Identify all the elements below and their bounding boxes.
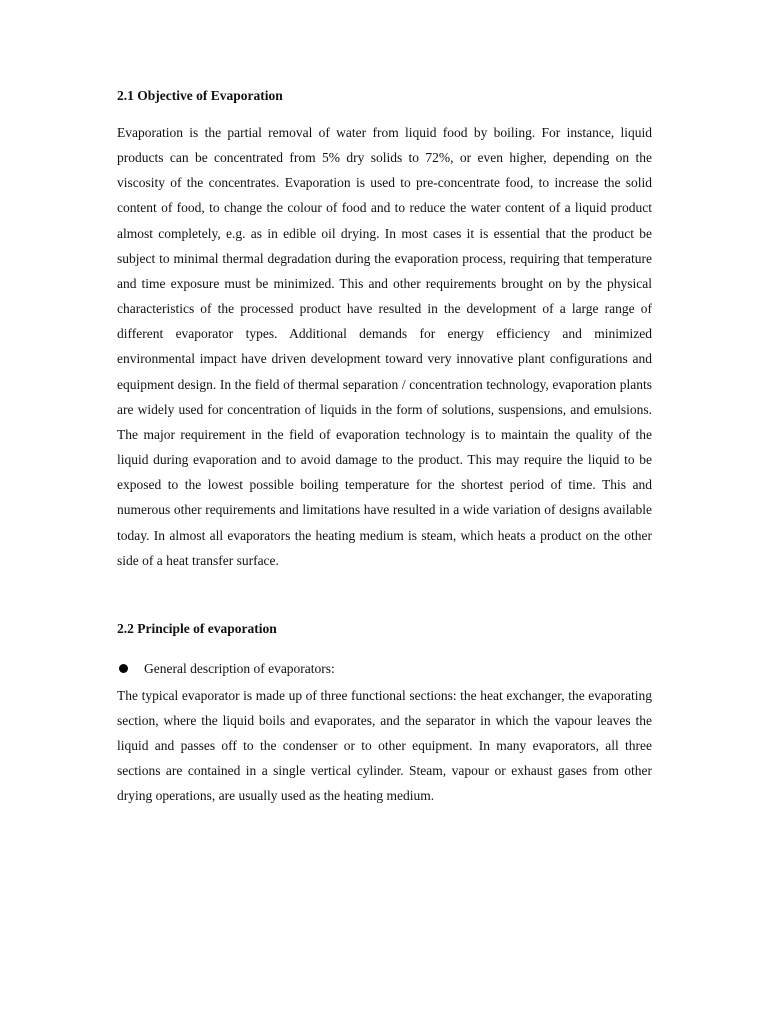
document-page [117, 86, 652, 809]
bullet-text: General description of evaporators: [144, 660, 335, 676]
section-heading-objective: 2.1 Objective of Evaporation [117, 88, 283, 103]
objective-paragraph: Evaporation is the partial removal of water from liquid food by boiling. For instance, liquid products can be concentrated from 5% dry solids to 72%, or even higher, depending on the viscosity of the concentrates. Evaporation is used to pre-concentrate food, to increase the solid content of food, to change the colour of food and to reduce the water content of a liquid product almost completely, e.g. as in edible oil drying. In most cases it is essential that the product be subject to minimal thermal degradation during the evaporation process, requiring that temperature and time exposure must be minimized. This and other requirements brought on by the physical characteristics of the processed product have resulted in the development of a large range of different evaporator types. Additional demands for energy efficiency and minimized environmental impact have driven development toward very innovative plant configurations and equipment design. In the field of thermal separation / concentration technology, evaporation plants are widely used for concentration of liquids in the form of solutions, suspensions, and emulsions. The major requirement in the field of evaporation technology is to maintain the quality of the liquid during evaporation and to avoid damage to the product. This may require the liquid to be exposed to the lowest possible boiling temperature for the shortest period of time. This and numerous other requirements and limitations have resulted in a wide variation of designs available today. In almost all evaporators the heating medium is steam, which heats a product on the other side of a heat transfer surface. [117, 125, 652, 568]
section-heading-principle: 2.2 Principle of evaporation [117, 620, 277, 636]
bullet-item [117, 659, 652, 679]
principle-paragraph: The typical evaporator is made up of three functional sections: the heat exchanger, the evaporating section, where the liquid boils and evaporates, and the separator in which the vapour leaves the liquid and passes off to the condenser or to other equipment. In many evaporators, all three sections are contained in a single vertical cylinder. Steam, vapour or exhaust gases from other drying operations, are usually used as the heating medium. [117, 687, 652, 804]
bullet-icon [119, 664, 128, 673]
